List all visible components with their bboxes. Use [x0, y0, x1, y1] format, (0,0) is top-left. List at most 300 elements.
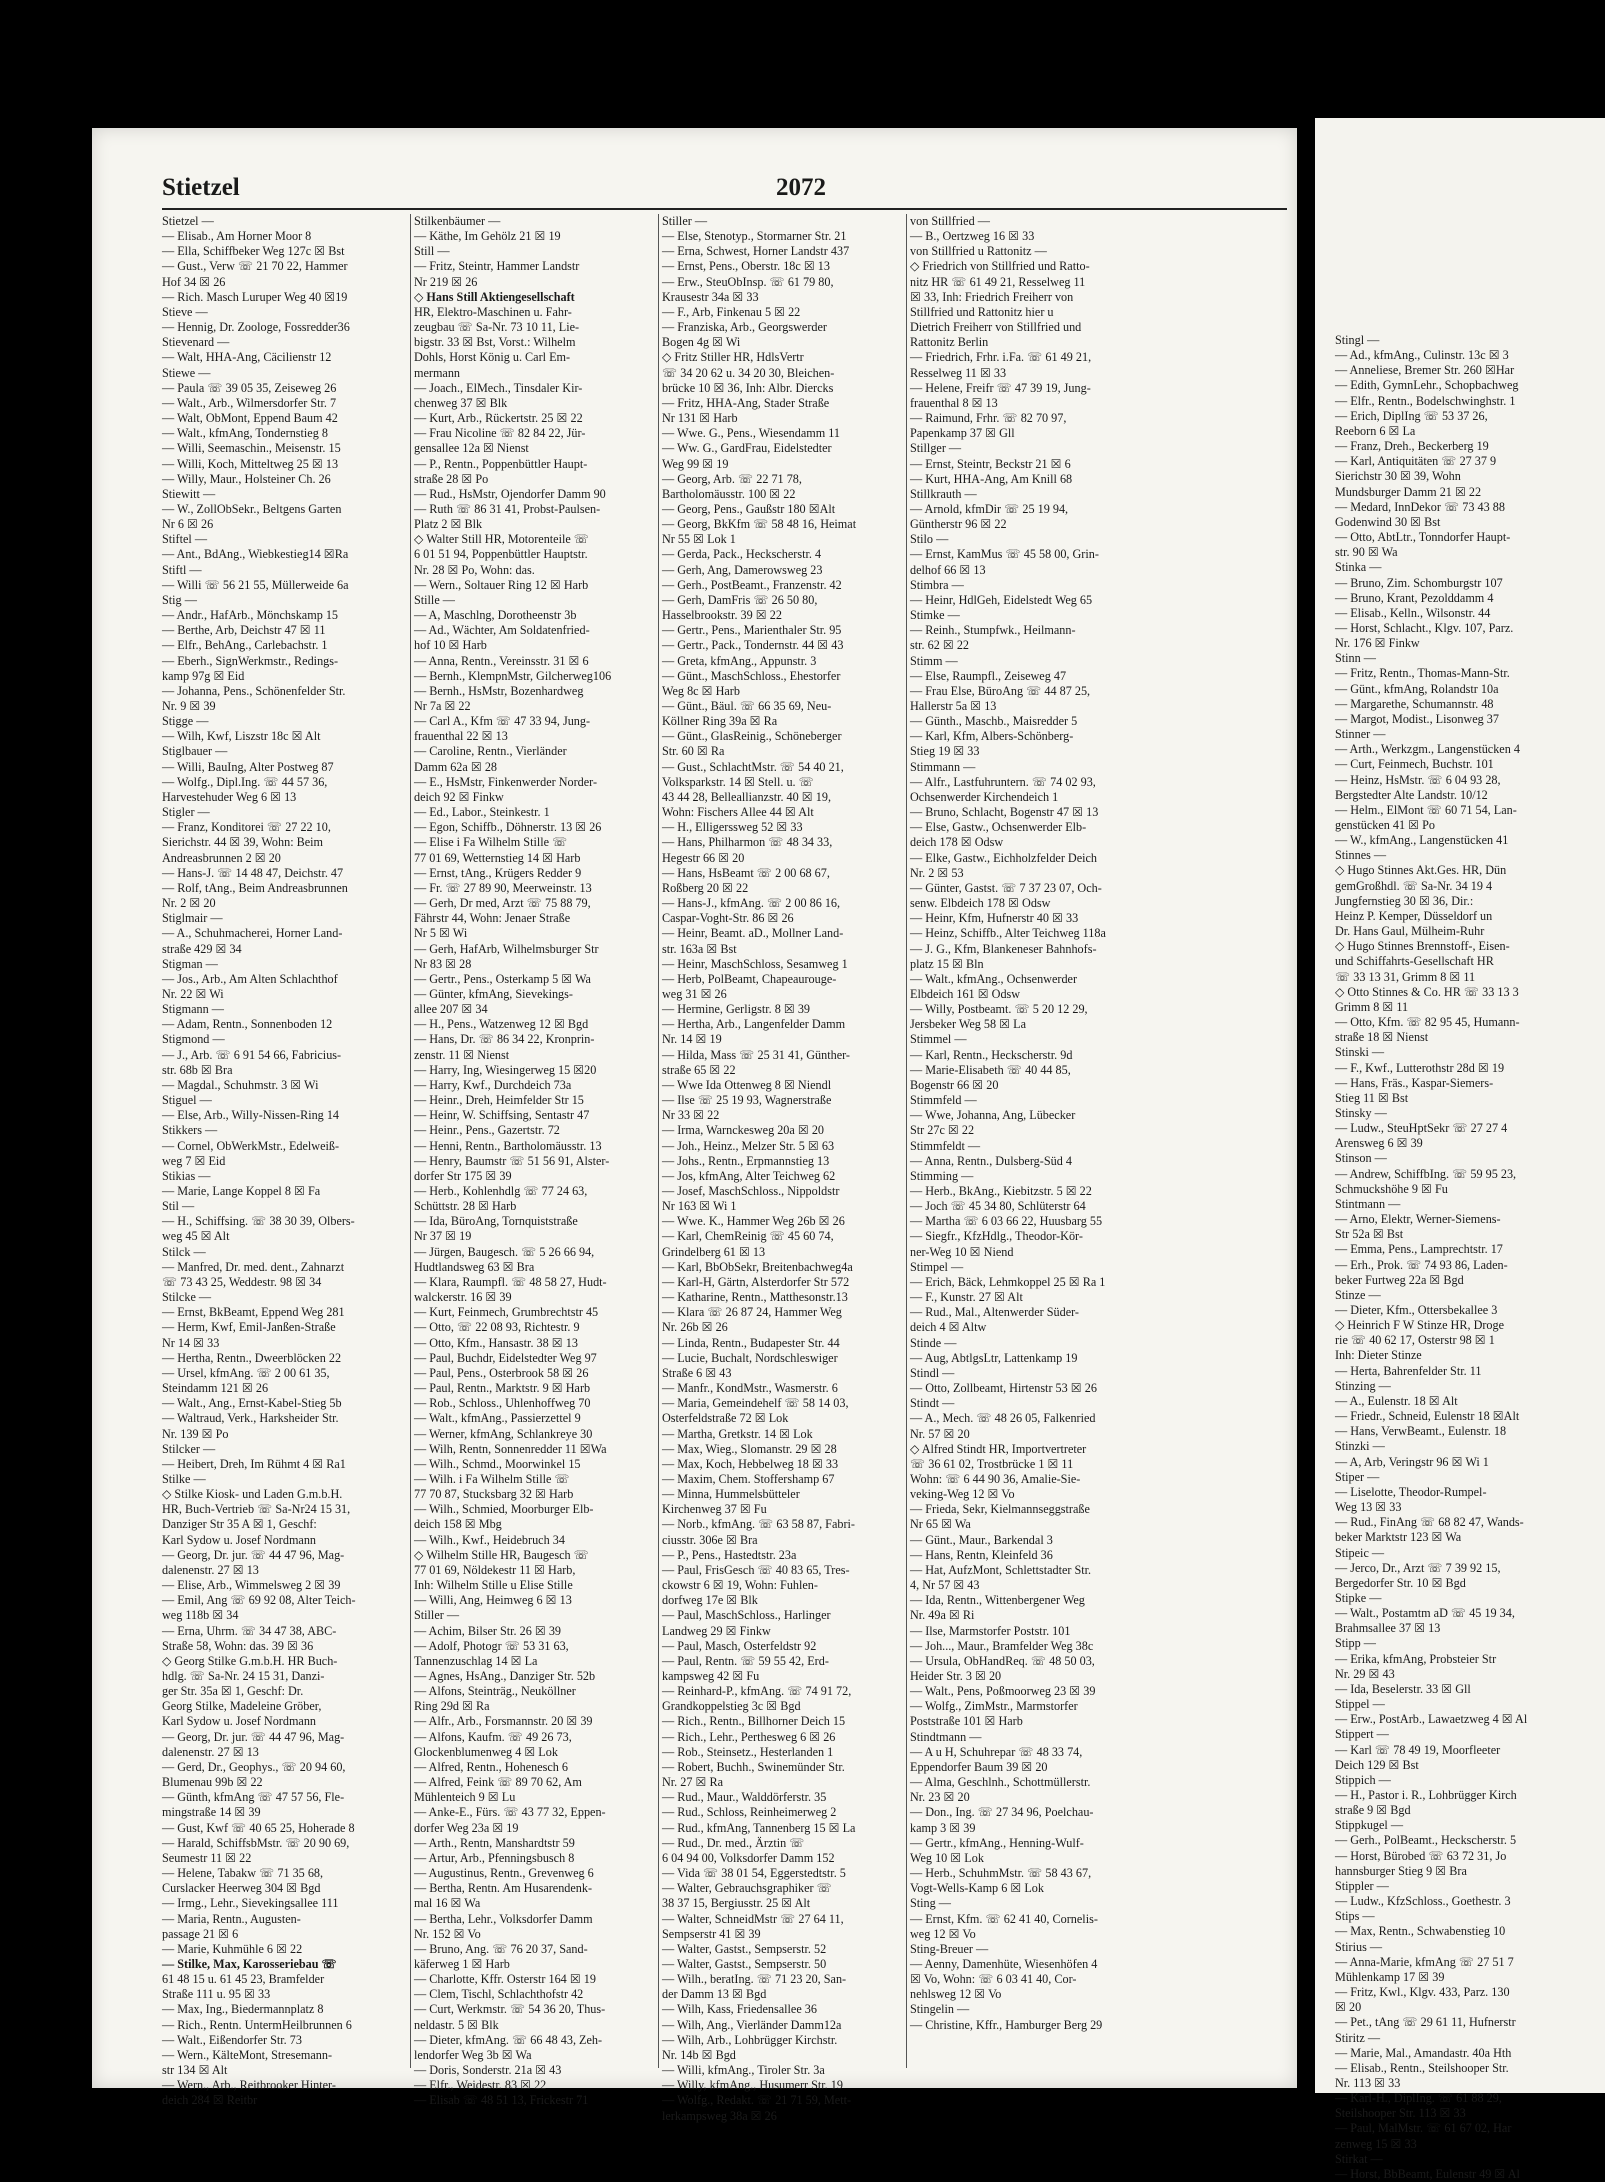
directory-entry: Dietrich Freiherr von Stillfried und	[910, 320, 1082, 335]
directory-entry: — Elfr., Rentn., Bodelschwinghstr. 1	[1335, 393, 1516, 408]
directory-entry: — Walt, ObMont, Eppend Baum 42	[162, 411, 338, 426]
directory-entry: — Margarethe, Schumannstr. 48	[1335, 696, 1494, 711]
directory-entry: — Bernh., HsMstr, Bozenhardweg	[414, 683, 584, 698]
directory-entry: — Willi, kfmAng., Tiroler Str. 3a	[662, 2063, 825, 2078]
directory-entry: Stig —	[162, 592, 197, 607]
directory-entry: — Gust., Verw ☏ 21 70 22, Hammer	[162, 259, 348, 274]
directory-entry: — Waltraud, Verk., Harksheider Str.	[162, 1411, 339, 1426]
directory-entry: kamp 97g ☒ Eid	[162, 668, 245, 683]
directory-entry: Schmuckshöhe 9 ☒ Fu	[1335, 1181, 1448, 1196]
directory-entry: — F., Arb, Finkenau 5 ☒ 22	[662, 304, 801, 319]
directory-entry: — Walt., kfmAng, Tondernstieg 8	[162, 426, 328, 441]
directory-entry: Stilcker —	[162, 1441, 216, 1456]
directory-entry: — Helene, Tabakw ☏ 71 35 68,	[162, 1866, 324, 1881]
directory-entry: Tannenzuschlag 14 ☒ La	[414, 1653, 538, 1668]
directory-entry: — Klara ☏ 26 87 24, Hammer Weg	[662, 1305, 842, 1320]
directory-entry: Nr. 176 ☒ Finkw	[1335, 636, 1420, 651]
directory-entry: Nr. 22 ☒ Wi	[162, 986, 224, 1001]
directory-entry: Stinde —	[910, 1335, 957, 1350]
directory-entry: — Günth, kfmAng ☏ 47 57 56, Fle-	[162, 1790, 345, 1805]
directory-entry: deich 92 ☒ Finkw	[414, 789, 504, 804]
directory-entry: Stimming —	[910, 1168, 974, 1183]
directory-entry: — Gerda, Pack., Heckscherstr. 4	[662, 547, 822, 562]
directory-entry: Stiller —	[414, 1608, 460, 1623]
directory-entry: Kirchenweg 37 ☒ Fu	[662, 1502, 767, 1517]
directory-entry: — Andr., HafArb., Mönchskamp 15	[162, 608, 339, 623]
directory-entry: Stinzki —	[1335, 1439, 1385, 1454]
directory-entry: zenweg 15 ☒ 33	[1335, 2136, 1417, 2151]
directory-entry: Sting-Breuer —	[910, 1941, 989, 1956]
columns-container	[162, 214, 1297, 2123]
directory-entry: — Rich., Lehr., Perthesweg 6 ☒ 26	[662, 1729, 836, 1744]
directory-entry: Nr 55 ☒ Lok 1	[662, 532, 736, 547]
directory-entry: — Otto, Zollbeamt, Hirtenstr 53 ☒ 26	[910, 1381, 1097, 1396]
directory-page	[92, 128, 1297, 2123]
directory-entry: — Gerh., PolBeamt., Heckscherstr. 5	[1335, 1833, 1517, 1848]
directory-entry: — Edith, GymnLehr., Schopbachweg	[1335, 378, 1519, 393]
directory-entry: — W., kfmAng., Langenstücken 41	[1335, 833, 1509, 848]
directory-entry: — Wilh, Rentn, Sonnenredder 11 ☒Wa	[414, 1441, 607, 1456]
directory-entry: — Katharine, Rentn., Matthesonstr.13	[662, 1290, 848, 1305]
directory-entry: — Walter, Gastst., Sempserstr. 50	[662, 1956, 827, 1971]
directory-entry: 77 01 69, Wetternstieg 14 ☒ Harb	[414, 850, 581, 865]
directory-entry: — Wwe. K., Hammer Weg 26b ☒ 26	[662, 1214, 845, 1229]
directory-entry: — H., Elligerssweg 52 ☒ 33	[662, 820, 803, 835]
directory-entry: Volksparkstr. 14 ☒ Stell. u. ☏	[662, 774, 814, 789]
directory-entry: — Siegfr., KfzHdlg., Theodor-Kör-	[910, 1229, 1083, 1244]
directory-entry: Stigmond —	[162, 1032, 225, 1047]
directory-entry: Stinka —	[1335, 560, 1382, 575]
directory-entry: — Bruno, Ang. ☏ 76 20 37, Sand-	[414, 1941, 588, 1956]
directory-entry: ☒ 33, Inh: Friedrich Freiherr von	[910, 289, 1074, 304]
directory-entry: Landweg 29 ☒ Finkw	[662, 1623, 771, 1638]
directory-entry: Vogt-Wells-Kamp 6 ☒ Lok	[910, 1881, 1044, 1896]
directory-entry: ◇ Heinrich F W Stinze HR, Droge	[1335, 1318, 1505, 1333]
directory-entry: senw. Elbdeich 178 ☒ Odsw	[910, 896, 1051, 911]
directory-entry: Stinski —	[1335, 1045, 1385, 1060]
directory-entry: Nr 163 ☒ Wi 1	[662, 1199, 737, 1214]
directory-entry: — Irma, Warnckesweg 20a ☒ 20	[662, 1123, 825, 1138]
directory-entry: — Jerco, Dr., Arzt ☏ 7 39 92 15,	[1335, 1560, 1501, 1575]
directory-entry: — Erna, Schwest, Horner Landstr 437	[662, 244, 850, 259]
directory-entry: — Willy, Postbeamt. ☏ 5 20 12 29,	[910, 1002, 1088, 1017]
directory-entry: — Hennig, Dr. Zoologe, Fossredder36	[162, 320, 350, 335]
directory-entry: ◇ Fritz Stiller HR, HdlsVertr	[662, 350, 804, 365]
directory-entry: nehlsweg 12 ☒ Vo	[910, 1987, 1002, 2002]
directory-entry: Stiglmair —	[162, 911, 223, 926]
directory-entry: — Hans, Rentn, Kleinfeld 36	[910, 1547, 1053, 1562]
directory-entry: Brahmsallee 37 ☒ 13	[1335, 1621, 1441, 1636]
directory-entry: gemGroßhdl. ☏ Sa-Nr. 34 19 4	[1335, 878, 1493, 893]
directory-entry: — Gertr., kfmAng., Henning-Wulf-	[910, 1835, 1084, 1850]
directory-entry: Sierichstr 30 ☒ 39, Wohn	[1335, 469, 1461, 484]
directory-entry: Nr 6 ☒ 26	[162, 517, 214, 532]
directory-entry: straße 9 ☒ Bgd	[1335, 1803, 1411, 1818]
directory-entry: Stilo —	[910, 532, 949, 547]
directory-entry: — A, Maschlng, Dorotheenstr 3b	[414, 608, 577, 623]
directory-entry: — Hat, AufzMont, Schlettstadter Str.	[910, 1562, 1092, 1577]
directory-entry: und Schiffahrts-Gesellschaft HR	[1335, 954, 1494, 969]
directory-entry: — Walt., Postamtm aD ☏ 45 19 34,	[1335, 1606, 1515, 1621]
directory-entry: — Eberh., SignWerkmstr., Redings-	[162, 653, 339, 668]
directory-entry: Curslacker Heerweg 304 ☒ Bgd	[162, 1881, 321, 1896]
directory-entry: — Ed., Labor., Steinkestr. 1	[414, 805, 550, 820]
directory-entry: — Rud., Mal., Altenwerder Süder-	[910, 1305, 1079, 1320]
directory-entry: — Pet., tAng ☏ 29 61 11, Hufnerstr	[1335, 2015, 1516, 2030]
directory-entry: Nr. 57 ☒ 20	[910, 1426, 970, 1441]
directory-entry: — H., Schiffsing. ☏ 38 30 39, Olbers-	[162, 1214, 355, 1229]
directory-entry: — Erich, Bäck, Lehmkoppel 25 ☒ Ra 1	[910, 1274, 1106, 1289]
directory-entry: Stimpel —	[910, 1259, 964, 1274]
directory-entry: — Gerd, Dr., Geophys., ☏ 20 94 60,	[162, 1759, 346, 1774]
directory-entry: Karl Sydow u. Josef Nordmann	[162, 1714, 317, 1729]
directory-entry: — Max, Wieg., Slomanstr. 29 ☒ 28	[662, 1441, 837, 1456]
directory-entry: 43 44 28, Belleallianzstr. 40 ☒ 19,	[662, 789, 831, 804]
directory-entry: Inh: Wilhelm Stille u Elise Stille	[414, 1578, 573, 1593]
directory-entry: lerkampsweg 38a ☒ 26	[662, 2108, 777, 2123]
directory-entry: Stiguel —	[162, 1093, 212, 1108]
directory-entry: — Cornel, ObWerkMstr., Edelweiß-	[162, 1138, 340, 1153]
directory-entry: — Bruno, Krant, Pezolddamm 4	[1335, 590, 1494, 605]
directory-entry: — Werner, kfmAng, Schlankreye 30	[414, 1426, 593, 1441]
directory-entry: Jersbeker Weg 58 ☒ La	[910, 1017, 1026, 1032]
directory-entry: ◇ Otto Stinnes & Co. HR ☏ 33 13 3	[1335, 984, 1519, 999]
directory-entry: — Dieter, Kfm., Ottersbekallee 3	[1335, 1303, 1498, 1317]
directory-entry: — Paul, MalMstr. ☏ 61 67 02, Har	[1335, 2121, 1512, 2136]
directory-entry: — Anna, Rentn., Dulsberg-Süd 4	[910, 1153, 1072, 1168]
directory-entry: — Caroline, Rentn., Vierländer	[414, 744, 567, 759]
directory-entry: Stieg 19 ☒ 33	[910, 744, 980, 759]
directory-entry: — Frau Nicoline ☏ 82 84 22, Jür-	[414, 426, 586, 441]
directory-entry: — Elisab., Rentn., Steilshooper Str.	[1335, 2060, 1509, 2075]
directory-entry: — P., Rentn., Poppenbüttler Haupt-	[414, 456, 588, 471]
directory-entry: — Martha ☏ 6 03 66 22, Huusbarg 55	[910, 1214, 1103, 1229]
directory-entry: — Horst, BbBeamt, Eulenstr 49 ☒ Al	[1335, 2166, 1520, 2181]
next-page-fragment	[1315, 118, 1605, 2181]
directory-entry: — Jürgen, Baugesch. ☏ 5 26 66 94,	[414, 1244, 595, 1259]
directory-entry: Dr. Hans Gaul, Mülheim-Ruhr	[1335, 924, 1485, 939]
directory-entry: Georg Stilke, Madeleine Gröber,	[162, 1699, 322, 1714]
directory-entry: — Gerh, DamFris ☏ 26 50 80,	[662, 592, 818, 607]
directory-entry: — Franziska, Arb., Georgswerder	[662, 320, 827, 335]
directory-entry: — Bruno, Schlacht, Bogenstr 47 ☒ 13	[910, 805, 1099, 820]
directory-column	[162, 214, 406, 2108]
directory-entry: — Marie, Lange Koppel 8 ☒ Fa	[162, 1184, 321, 1198]
directory-entry: — Willi, BauIng, Alter Postweg 87	[162, 759, 334, 774]
directory-entry: — Doris, Sonderstr. 21a ☒ 43	[414, 2063, 562, 2078]
directory-entry: — Friedrich, Frhr. i.Fa. ☏ 61 49 21,	[910, 350, 1092, 365]
directory-entry: — Wern., Arb., Reitbrooker Hinter-	[162, 2078, 336, 2093]
directory-entry: Weg 99 ☒ 19	[662, 456, 729, 471]
directory-entry: chenweg 37 ☒ Blk	[414, 395, 508, 410]
directory-entry: Stipke —	[1335, 1590, 1382, 1605]
directory-entry: Sempserstr 41 ☒ 39	[662, 1926, 761, 1941]
directory-entry: — Carl A., Kfm ☏ 47 33 94, Jung-	[414, 714, 591, 729]
directory-entry: — Kurt, HHA-Ang, Am Knill 68	[910, 471, 1073, 486]
directory-entry: Stiftl —	[162, 562, 202, 577]
directory-entry: Mundsburger Damm 21 ☒ 22	[1335, 484, 1482, 499]
directory-entry: — Willi, Ang, Heimweg 6 ☒ 13	[414, 1593, 572, 1608]
directory-entry: — Walter, Gastst., Sempserstr. 52	[662, 1941, 827, 1956]
directory-entry: — Bruno, Zim. Schomburgstr 107	[1335, 575, 1503, 590]
directory-entry: — Hans, Fräs., Kaspar-Siemers-	[1335, 1075, 1494, 1090]
directory-entry: Stillger —	[910, 441, 962, 456]
directory-entry: — A, Arb, Veringstr 96 ☒ Wi 1	[1335, 1454, 1489, 1469]
directory-entry: beker Marktstr 123 ☒ Wa	[1335, 1530, 1462, 1545]
directory-entry: — Ww. G., GardFrau, Eidelstedter	[662, 441, 832, 456]
directory-entry: — Egon, Schiffb., Döhnerstr. 13 ☒ 26	[414, 820, 602, 835]
directory-entry: Glockenblumenweg 4 ☒ Lok	[414, 1744, 558, 1759]
directory-entry: — Paul, Pens., Osterbrook 58 ☒ 26	[414, 1365, 589, 1380]
directory-entry: straße 65 ☒ 22	[662, 1062, 736, 1077]
directory-entry: — Walt., Pens, Poßmoorweg 23 ☒ 39	[910, 1684, 1096, 1699]
directory-entry: Bogenstr 66 ☒ 20	[910, 1077, 999, 1092]
directory-entry: — Hertha, Rentn., Dweerblöcken 22	[162, 1350, 342, 1365]
directory-entry: Grimm 8 ☒ 11	[1335, 999, 1409, 1014]
directory-entry: Schüttstr. 28 ☒ Harb	[414, 1199, 517, 1214]
directory-entry: Stips —	[1335, 1909, 1375, 1924]
page-header	[162, 168, 1287, 210]
directory-entry: Hallerstr 5a ☒ 13	[910, 699, 997, 713]
directory-entry: neldastr. 5 ☒ Blk	[414, 2017, 499, 2032]
directory-entry: Stietzel —	[162, 214, 214, 228]
directory-entry: — Karl, Antiquitäten ☏ 27 37 9	[1335, 454, 1497, 469]
directory-entry: — Wilh, Kwf, Liszstr 18c ☒ Alt	[162, 729, 321, 744]
directory-entry: Nr. 28 ☒ Po, Wohn: das.	[414, 562, 535, 577]
directory-entry: — Käthe, Im Gehölz 21 ☒ 19	[414, 229, 561, 244]
directory-entry: — Medard, InnDekor ☏ 73 43 88	[1335, 499, 1505, 514]
directory-entry: — Harry, Ing, Wiesingerweg 15 ☒20	[414, 1062, 597, 1077]
directory-entry: — Anke-E., Fürs. ☏ 43 77 32, Eppen-	[414, 1805, 606, 1820]
directory-entry: — Johanna, Pens., Schönenfelder Str.	[162, 683, 346, 698]
directory-entry: — Rud., HsMstr, Ojendorfer Damm 90	[414, 486, 606, 501]
directory-entry: — Rud., Maur., Walddörferstr. 35	[662, 1790, 827, 1805]
directory-entry: — Elisab., Am Horner Moor 8	[162, 229, 312, 244]
directory-entry: Bergstedter Alte Landstr. 10/12	[1335, 787, 1488, 802]
directory-entry: — Günt., GlasReinig., Schöneberger	[662, 729, 842, 744]
directory-entry: — Wilh., beratIng. ☏ 71 23 20, San-	[662, 1972, 847, 1987]
directory-entry: — Hans, Philharmon ☏ 48 34 33,	[662, 835, 833, 850]
directory-entry: Stigge —	[162, 714, 209, 729]
directory-entry: Still —	[414, 244, 450, 259]
directory-entry: — Aenny, Damenhüte, Wiesenhöfen 4	[910, 1956, 1098, 1971]
directory-entry: Nr 5 ☒ Wi	[414, 926, 468, 941]
directory-entry: — Manfred, Dr. med. dent., Zahnarzt	[162, 1259, 345, 1274]
directory-entry: Mühlenteich 9 ☒ Lu	[414, 1790, 516, 1805]
directory-entry: Stinsky —	[1335, 1105, 1387, 1120]
directory-entry: brücke 10 ☒ 36, Inh: Albr. Diercks	[662, 380, 834, 395]
directory-entry: — Vida ☏ 38 01 54, Eggerstedtstr. 5	[662, 1866, 846, 1881]
directory-entry: frauenthal 22 ☒ 13	[414, 729, 508, 744]
directory-entry: 77 01 69, Nöldekestr 11 ☒ Harb,	[414, 1562, 576, 1577]
directory-entry: Stiftel —	[162, 532, 208, 547]
directory-entry: str. 62 ☒ 22	[910, 638, 970, 653]
directory-entry: — Alfons, Steinträg., Neuköllner	[414, 1684, 576, 1699]
directory-entry: — Aug, AbtlgsLtr, Lattenkamp 19	[910, 1350, 1078, 1365]
directory-entry: Stindl —	[910, 1365, 955, 1380]
directory-entry: Str 52a ☒ Bst	[1335, 1227, 1404, 1242]
directory-entry: — Fritz, Kwl., Klgv. 433, Parz. 130	[1335, 1985, 1510, 2000]
directory-entry: Roßberg 20 ☒ 22	[662, 880, 749, 895]
directory-entry: — Jos, kfmAng, Alter Teichweg 62	[662, 1168, 836, 1183]
directory-entry: — Fritz, Steintr, Hammer Landstr	[414, 259, 580, 274]
directory-entry: — Otto, Kfm. ☏ 82 95 45, Humann-	[1335, 1015, 1520, 1030]
directory-entry: — Rud., FinAng ☏ 68 82 47, Wands-	[1335, 1515, 1524, 1530]
directory-entry: frauenthal 8 ☒ 13	[910, 395, 998, 410]
directory-entry: — Erika, kfmAng, Probsteier Str	[1335, 1651, 1497, 1666]
directory-entry: — Joch ☏ 45 34 80, Schlüterstr 64	[910, 1199, 1086, 1214]
directory-entry: weg 118b ☒ 34	[162, 1608, 239, 1623]
directory-entry: — A., Eulenstr. 18 ☒ Alt	[1335, 1393, 1458, 1408]
directory-entry: Weg 8c ☒ Harb	[662, 683, 740, 698]
directory-entry: — Elfr., BehAng., Carlebachstr. 1	[162, 638, 328, 653]
directory-entry: Nr 83 ☒ 28	[414, 956, 472, 971]
directory-entry: Nr. 9 ☒ 39	[162, 699, 216, 713]
directory-entry: — Willy, Maur., Holsteiner Ch. 26	[162, 471, 331, 486]
directory-entry: ckowstr 6 ☒ 19, Wohn: Fuhlen-	[662, 1578, 818, 1593]
directory-entry: — Henni, Rentn., Bartholomäusstr. 13	[414, 1138, 602, 1153]
directory-entry: — Paul, Rentn. ☏ 59 55 42, Erd-	[662, 1653, 829, 1668]
directory-entry: — Karl, Rentn., Heckscherstr. 9d	[910, 1047, 1073, 1062]
directory-entry: Wohn: Fischers Allee 44 ☒ Alt	[662, 805, 814, 820]
directory-entry: Ring 29d ☒ Ra	[414, 1699, 490, 1714]
directory-entry: — Arnold, kfmDir ☏ 25 19 94,	[910, 501, 1069, 516]
directory-entry: Stiller —	[662, 214, 708, 228]
directory-entry: — Herb., Kohlenhdlg ☏ 77 24 63,	[414, 1184, 588, 1198]
directory-entry: zeugbau ☏ Sa-Nr. 73 10 11, Lie-	[414, 320, 580, 335]
directory-entry: — Curt, Werkmstr. ☏ 54 36 20, Thus-	[414, 2002, 606, 2017]
directory-entry: — Walt., kfmAng., Passierzettel 9	[414, 1411, 581, 1426]
directory-entry: Stippler —	[1335, 1878, 1389, 1893]
directory-entry: — Paula ☏ 39 05 35, Zeiseweg 26	[162, 380, 337, 395]
directory-entry: — Karl, BbObSekr, Breitenbachweg4a	[662, 1259, 853, 1274]
directory-entry: — Alfr., Lastfuhruntern. ☏ 74 02 93,	[910, 774, 1096, 789]
directory-column	[414, 214, 658, 2108]
directory-entry: — Franz, Konditorei ☏ 27 22 10,	[162, 820, 331, 835]
directory-entry: Stimmfeldt —	[910, 1138, 981, 1153]
directory-entry: — Liselotte, Theodor-Rumpel-	[1335, 1484, 1487, 1499]
directory-entry: — P., Pens., Hastedtstr. 23a	[662, 1547, 797, 1562]
directory-entry: — Horst, Bürobed ☏ 63 72 31, Jo	[1335, 1848, 1507, 1863]
directory-entry: — Gertr., Pack., Tondernstr. 44 ☒ 43	[662, 638, 844, 653]
directory-entry: — Raimund, Frhr. ☏ 82 70 97,	[910, 411, 1067, 426]
directory-entry: weg 45 ☒ Alt	[162, 1229, 230, 1244]
directory-entry: Nr. 14 ☒ 19	[662, 1032, 722, 1047]
directory-entry: — Heinr, HdlGeh, Eidelstedt Weg 65	[910, 592, 1093, 607]
directory-entry: — Wolfg., Dipl.Ing. ☏ 44 57 36,	[162, 774, 328, 789]
directory-entry: — Alfons, Kaufm. ☏ 49 26 73,	[414, 1729, 572, 1744]
directory-entry: — Heinr., Pens., Gazertstr. 72	[414, 1123, 560, 1138]
directory-entry: — Wern., KälteMont, Stresemann-	[162, 2047, 333, 2062]
directory-entry: — Irmg., Lehr., Sievekingsallee 111	[162, 1896, 339, 1911]
directory-entry: Dohls, Horst König u. Carl Em-	[414, 350, 571, 365]
directory-entry: ☒ Vo, Wohn: ☏ 6 03 41 40, Cor-	[910, 1972, 1077, 1987]
directory-entry: Stippel —	[1335, 1697, 1385, 1712]
directory-entry: Straße 111 u. 95 ☒ 33	[162, 1987, 271, 2002]
directory-entry: — Arth., Werkzgm., Langenstücken 4	[1335, 742, 1520, 757]
directory-entry: — Gerh., PostBeamt., Franzenstr. 42	[662, 577, 842, 592]
directory-entry: Papenkamp 37 ☒ Gll	[910, 426, 1015, 441]
directory-entry: ◇ Alfred Stindt HR, Importvertreter	[910, 1441, 1087, 1456]
directory-entry: straße 429 ☒ 34	[162, 941, 242, 956]
directory-entry: HR, Elektro-Maschinen u. Fahr-	[414, 304, 572, 319]
directory-entry: — Artur, Arb., Pfenningsbusch 8	[414, 1850, 575, 1865]
directory-entry: — Karl-H., DiplIng. ☏ 61 88 29,	[1335, 2091, 1502, 2106]
directory-entry: — Ludw., SteuHptSekr ☏ 27 27 4	[1335, 1121, 1508, 1136]
directory-entry: — Günt., Maur., Barkendal 3	[910, 1532, 1053, 1547]
directory-entry: delhof 66 ☒ 13	[910, 562, 986, 577]
directory-entry: walckerstr. 16 ☒ 39	[414, 1290, 512, 1305]
directory-entry: — Heinz, HsMstr. ☏ 6 04 93 28,	[1335, 772, 1501, 787]
directory-entry: — Herta, Bahrenfelder Str. 11	[1335, 1363, 1482, 1378]
directory-entry: — Ernst, Kfm. ☏ 62 41 40, Cornelis-	[910, 1911, 1098, 1926]
directory-entry: — Rob., Steinsetz., Hesterlanden 1	[662, 1744, 834, 1759]
directory-entry: — Elise, Arb., Wimmelsweg 2 ☒ 39	[162, 1578, 341, 1593]
directory-entry: — Ella, Schiffbeker Weg 127c ☒ Bst	[162, 244, 345, 259]
directory-entry: — Hertha, Arb., Langenfelder Damm	[662, 1017, 846, 1032]
directory-entry: — Willi, Seemaschin., Meisenstr. 15	[162, 441, 341, 456]
directory-entry: dorfweg 17e ☒ Blk	[662, 1593, 758, 1608]
directory-entry: Stintmann —	[1335, 1196, 1401, 1211]
directory-entry: Hudtlandsweg 63 ☒ Bra	[414, 1259, 535, 1274]
directory-column	[910, 214, 1164, 2088]
directory-entry: käferweg 1 ☒ Harb	[414, 1956, 510, 1971]
directory-entry: — W., ZollObSekr., Beltgens Garten	[162, 501, 342, 516]
directory-entry: Straße 58, Wohn: das. 39 ☒ 36	[162, 1638, 314, 1653]
directory-entry: — Willy, kfmAng., Husumerr Str. 19	[662, 2078, 843, 2093]
directory-entry: Blumenau 99b ☒ 22	[162, 1775, 263, 1790]
directory-column	[662, 214, 906, 2123]
next-page-column	[1335, 333, 1605, 2181]
directory-entry: — Marie-Elisabeth ☏ 40 44 85,	[910, 1062, 1071, 1077]
directory-entry: Caspar-Voght-Str. 86 ☒ 26	[662, 911, 794, 926]
directory-entry: ner-Weg 10 ☒ Niend	[910, 1244, 1014, 1259]
directory-entry: — Otto, AbtLtr., Tonndorfer Haupt-	[1335, 530, 1511, 545]
directory-entry: Stilke —	[162, 1471, 206, 1486]
directory-entry: — A u H, Schuhrepar ☏ 48 33 74,	[910, 1744, 1083, 1759]
directory-entry: — Linda, Rentn., Budapester Str. 44	[662, 1335, 840, 1350]
directory-entry: ◇ Friedrich von Stillfried und Ratto-	[910, 259, 1090, 274]
directory-entry: Weg 10 ☒ Lok	[910, 1850, 984, 1865]
directory-entry: Reeborn 6 ☒ La	[1335, 423, 1416, 438]
directory-entry: — Johs., Rentn., Erpmannstieg 13	[662, 1153, 830, 1168]
directory-entry: — Jos., Arb., Am Alten Schlachthof	[162, 971, 338, 986]
directory-entry: Nr. 27 ☒ Ra	[662, 1775, 724, 1790]
directory-entry: weg 7 ☒ Eid	[162, 1153, 226, 1168]
directory-entry: Str 27c ☒ 22	[910, 1123, 975, 1138]
directory-entry: von Stillfried —	[910, 214, 990, 228]
directory-entry: 6 04 94 00, Volksdorfer Damm 152	[662, 1850, 835, 1865]
directory-entry: — Frieda, Sekr, Kielmannseggstraße	[910, 1502, 1090, 1517]
directory-entry: hdlg. ☏ Sa-Nr. 24 15 31, Danzi-	[162, 1669, 325, 1683]
directory-entry: Stillkrauth —	[910, 486, 977, 501]
directory-entry: — Karl, ChemReinig ☏ 45 60 74,	[662, 1229, 834, 1244]
directory-entry: dalenenstr. 27 ☒ 13	[162, 1744, 259, 1759]
directory-entry: — Christine, Kffr., Hamburger Berg 29	[910, 2017, 1103, 2032]
directory-entry: — Gerh, HafArb, Wilhelmsburger Str	[414, 941, 599, 956]
directory-entry: — Walt., kfmAng., Ochsenwerder	[910, 971, 1078, 986]
directory-entry: Köllner Ring 39a ☒ Ra	[662, 714, 778, 729]
directory-entry: — Magdal., Schuhmstr. 3 ☒ Wi	[162, 1077, 319, 1092]
directory-entry: — Hans, Dr. ☏ 86 34 22, Kronprin-	[414, 1032, 595, 1047]
directory-entry: Stiglbauer —	[162, 744, 228, 759]
directory-entry: — Curt, Feinmech, Buchstr. 101	[1335, 757, 1494, 772]
directory-entry: — Heinz, Schiffb., Alter Teichweg 118a	[910, 926, 1106, 941]
directory-entry: — Günt., kfmAng, Rolandstr 10a	[1335, 681, 1499, 696]
directory-entry: — Heinr, Kfm, Hufnerstr 40 ☒ 33	[910, 911, 1079, 926]
directory-entry: Stingl —	[1335, 333, 1380, 347]
directory-entry: — Wilh, Ang., Vierländer Damm12a	[662, 2017, 842, 2032]
